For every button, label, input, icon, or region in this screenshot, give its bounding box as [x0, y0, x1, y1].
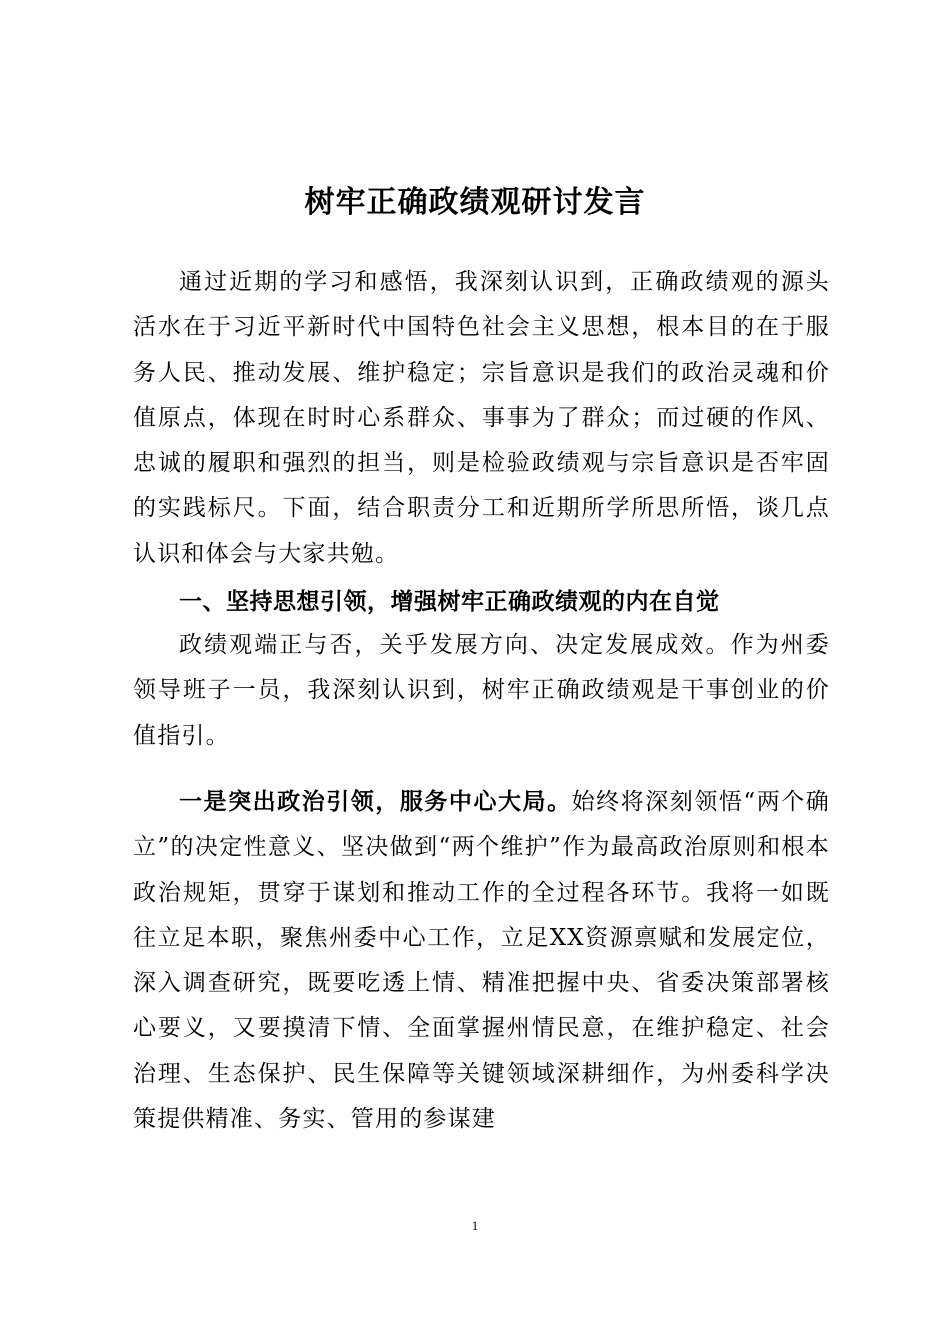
page-number: 1 [471, 1218, 479, 1233]
point-1-paragraph [133, 780, 830, 1142]
point-1-body: 始终将深刻领悟“两个确立”的决定性意义、坚决做到“两个维护”作为最高政治原则和根本政治规矩，贯穿于谋划和推动工作的全过程各环节。我将一如既往立足本职，聚焦州委中心工作，立足XX资源禀赋和发展定位，深入调查研究，既要吃透上情、精准把握中央、省委决策部署核心要义，又要摸清下情、全面掌握州情民意，在维护稳定、社会治理、生态保护、民生保障等关键领域深耕细作，为州委科学决策提供精准、务实、管用的参谋建 [133, 789, 830, 1133]
point-1-lead: 一是突出政治引领，服务中心大局。 [179, 789, 572, 815]
section-heading-1: 一、坚持思想引领，增强树牢正确政绩观的内在自觉 [179, 589, 720, 615]
intro-paragraph: 通过近期的学习和感悟，我深刻认识到，正确政绩观的源头活水在于习近平新时代中国特色社会主义思想，根本目的在于服务人民、推动发展、维护稳定；宗旨意识是我们的政治灵魂和价值原点，体现在时时心系群众、事事为了群众；而过硬的作风、忠诚的履职和强烈的担当，则是检验政绩观与宗旨意识是否牢固的实践标尺。下面，结合职责分工和近期所学所思所悟，谈几点认识和体会与大家共勉。 [133, 269, 830, 567]
section-1-paragraph: 政绩观端正与否，关乎发展方向、决定发展成效。作为州委领导班子一员，我深刻认识到，树牢正确政绩观是干事创业的价值指引。 [133, 632, 830, 749]
document-title: 树牢正确政绩观研讨发言 [304, 185, 646, 220]
